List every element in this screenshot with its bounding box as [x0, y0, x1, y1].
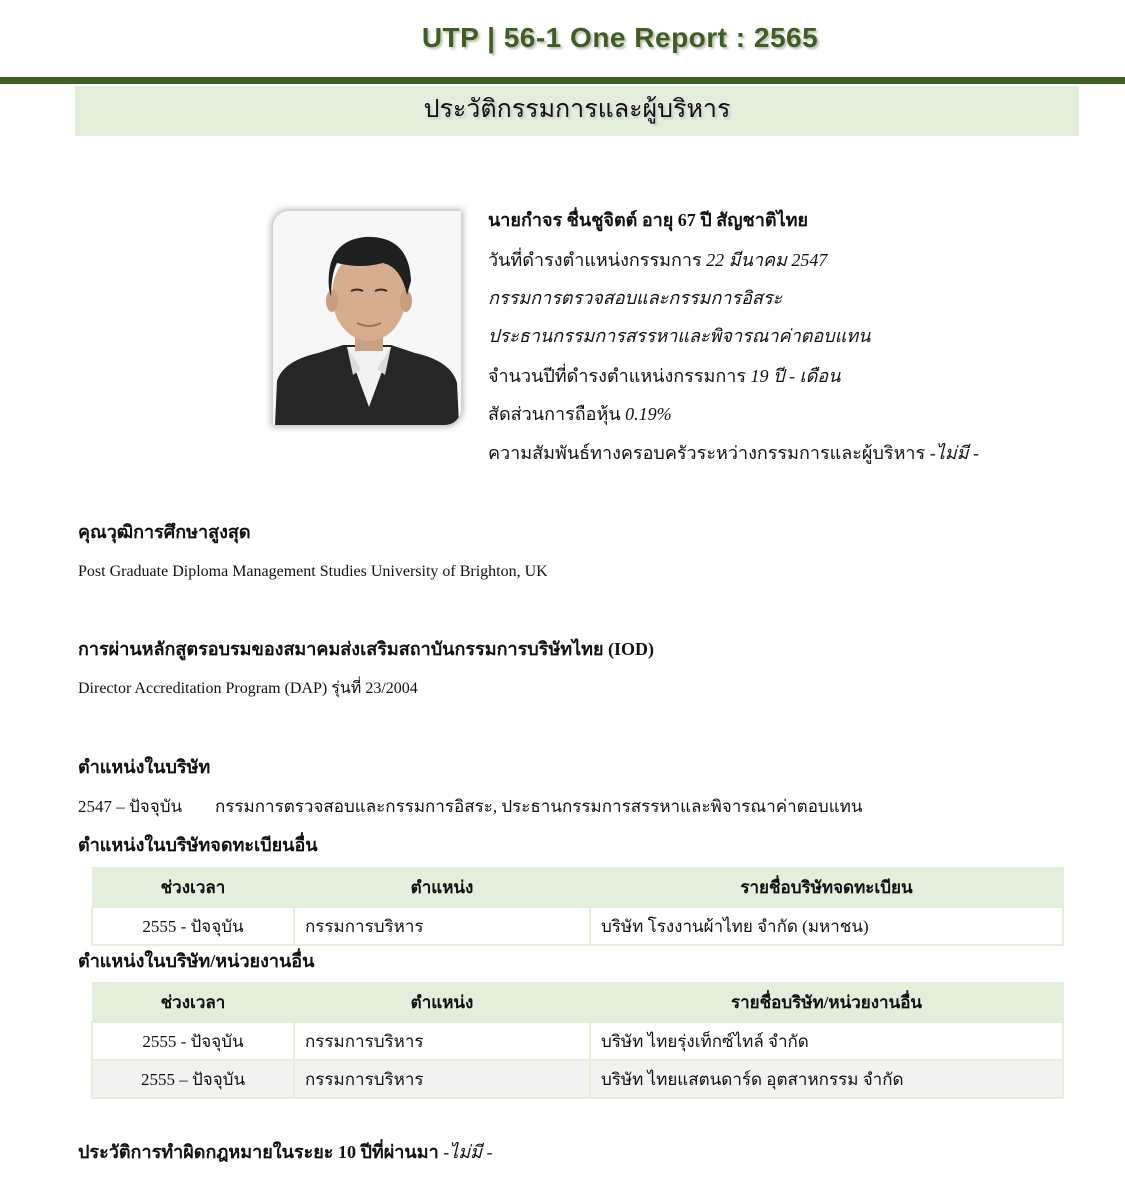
header-divider — [0, 77, 1125, 84]
director-name: นายกำจร ชื่นชูจิตต์ อายุ 67 ปี สัญชาติไทย — [488, 210, 809, 230]
column-header-period: ช่วงเวลา — [92, 983, 294, 1023]
cell-position: กรรมการบริหาร — [294, 1060, 590, 1098]
education-heading: คุณวุฒิการศึกษาสูงสุด — [78, 522, 251, 542]
report-header-title: UTP | 56-1 One Report : 2565 — [421, 22, 819, 53]
column-header-position: ตำแหน่ง — [294, 868, 590, 908]
column-header-period: ช่วงเวลา — [92, 868, 294, 908]
education-text: Post Graduate Diploma Management Studies University of Brighton, UK — [78, 563, 548, 580]
family-relation-line — [488, 441, 979, 465]
role-audit-independent: กรรมการตรวจสอบและกรรมการอิสระ — [488, 288, 783, 308]
appointed-date-line — [488, 248, 827, 272]
shareholding-line — [488, 402, 672, 426]
company-position-entry — [78, 796, 863, 818]
cell-company: บริษัท ไทยรุ่งเท็กซ์ไทล์ จำกัด — [590, 1022, 1063, 1060]
tenure-line — [488, 364, 840, 388]
iod-heading: การผ่านหลักสูตรอบรมของสมาคมส่งเสริมสถาบันกรรมการบริษัทไทย (IOD) — [78, 639, 655, 659]
company-position-period: 2547 – ปัจจุบัน — [78, 797, 183, 816]
shareholding-value: 0.19% — [625, 404, 672, 424]
tenure-label: จำนวนปีที่ดำรงตำแหน่งกรรมการ — [488, 366, 747, 386]
table-row — [92, 907, 1063, 945]
company-position-title: กรรมการตรวจสอบและกรรมการอิสระ, ประธานกรรมการสรรหาและพิจารณาค่าตอบแทน — [215, 797, 863, 816]
director-photo — [273, 211, 461, 425]
family-label: ความสัมพันธ์ทางครอบครัวระหว่างกรรมการและผู้บริหาร — [488, 443, 926, 463]
column-header-company: รายชื่อบริษัทจดทะเบียน — [590, 868, 1063, 908]
shareholding-label: สัดส่วนการถือหุ้น — [488, 404, 621, 424]
company-positions-heading: ตำแหน่งในบริษัท — [78, 757, 211, 777]
cell-period: 2555 - ปัจจุบัน — [92, 1022, 294, 1060]
table-row — [92, 1060, 1063, 1098]
other-positions-heading: ตำแหน่งในบริษัท/หน่วยงานอื่น — [78, 951, 315, 971]
cell-period: 2555 – ปัจจุบัน — [92, 1060, 294, 1098]
table-row — [92, 1022, 1063, 1060]
listed-positions-table — [91, 867, 1064, 946]
family-value: -ไม่มี - — [929, 443, 979, 463]
legal-record-line — [78, 1140, 492, 1164]
other-positions-table — [91, 982, 1064, 1099]
role-nomination-chair: ประธานกรรมการสรรหาและพิจารณาค่าตอบแทน — [488, 326, 871, 346]
iod-text: Director Accreditation Program (DAP) รุ่นที่ 23/2004 — [78, 680, 418, 697]
tenure-value: 19 ปี - เดือน — [750, 366, 841, 386]
table-header-row — [92, 868, 1063, 908]
appointed-value: 22 มีนาคม 2547 — [706, 250, 828, 270]
appointed-label: วันที่ดำรงตำแหน่งกรรมการ — [488, 250, 702, 270]
column-header-position: ตำแหน่ง — [294, 983, 590, 1023]
listed-positions-heading: ตำแหน่งในบริษัทจดทะเบียนอื่น — [78, 835, 318, 855]
portrait-image — [273, 211, 461, 425]
column-header-company: รายชื่อบริษัท/หน่วยงานอื่น — [590, 983, 1063, 1023]
cell-company: บริษัท ไทยแสตนดาร์ด อุตสาหกรรม จำกัด — [590, 1060, 1063, 1098]
cell-period: 2555 - ปัจจุบัน — [92, 907, 294, 945]
section-title: ประวัติกรรมการและผู้บริหาร — [75, 86, 1079, 136]
cell-position: กรรมการบริหาร — [294, 907, 590, 945]
legal-value: -ไม่มี - — [443, 1142, 493, 1162]
table-header-row — [92, 983, 1063, 1023]
cell-company: บริษัท โรงงานผ้าไทย จำกัด (มหาชน) — [590, 907, 1063, 945]
cell-position: กรรมการบริหาร — [294, 1022, 590, 1060]
legal-label: ประวัติการทำผิดกฎหมายในระยะ 10 ปีที่ผ่านมา — [78, 1142, 439, 1162]
